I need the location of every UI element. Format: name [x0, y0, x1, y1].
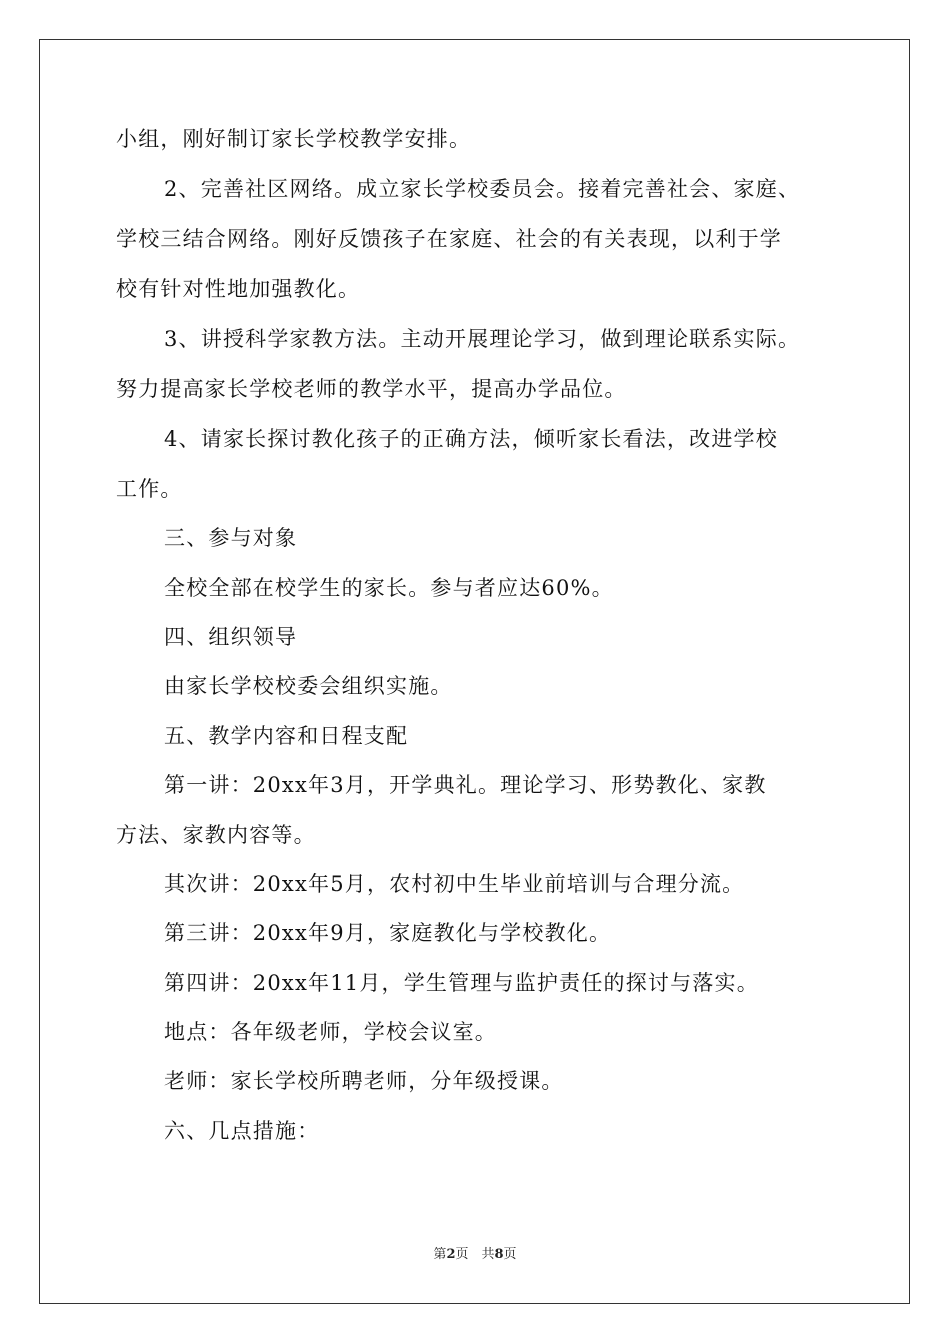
page-footer	[0, 1246, 950, 1264]
text-line: 方法、家教内容等。	[116, 823, 316, 847]
text-line: 工作。	[116, 477, 183, 501]
text-line: 小组，刚好制订家长学校教学安排。	[116, 127, 472, 151]
text-line: 努力提高家长学校老师的教学水平，提高办学品位。	[116, 377, 627, 401]
footer-suffix: 页	[503, 1247, 517, 1262]
text-line: 2、完善社区网络。成立家长学校委员会。接着完善社会、家庭、	[164, 177, 801, 201]
text-line: 3、讲授科学家教方法。主动开展理论学习，做到理论联系实际。	[164, 327, 801, 351]
text-line: 第四讲：20xx年11月，学生管理与监护责任的探讨与落实。	[164, 971, 759, 995]
text-line: 学校三结合网络。刚好反馈孩子在家庭、社会的有关表现，以利于学	[116, 227, 782, 251]
text-line: 全校全部在校学生的家长。参与者应达60%。	[164, 576, 614, 600]
section-heading: 四、组织领导	[164, 625, 298, 649]
text-line: 老师：家长学校所聘老师，分年级授课。	[164, 1069, 564, 1093]
section-heading: 六、几点措施：	[164, 1119, 320, 1143]
text-line: 其次讲：20xx年5月，农村初中生毕业前培训与合理分流。	[164, 872, 745, 896]
text-line: 第一讲：20xx年3月，开学典礼。理论学习、形势教化、家教	[164, 773, 767, 797]
text-line: 地点：各年级老师，学校会议室。	[164, 1020, 497, 1044]
page-number-current: 2	[446, 1247, 456, 1262]
text-line: 4、请家长探讨教化孩子的正确方法，倾听家长看法，改进学校	[164, 427, 778, 451]
footer-prefix: 第	[433, 1247, 447, 1262]
section-heading: 五、教学内容和日程支配	[164, 724, 409, 748]
text-line: 校有针对性地加强教化。	[116, 277, 361, 301]
page-number-total: 8	[494, 1247, 504, 1262]
footer-mid: 页 共	[455, 1247, 495, 1262]
section-heading: 三、参与对象	[164, 526, 298, 550]
text-line: 由家长学校校委会组织实施。	[164, 674, 453, 698]
text-line: 第三讲：20xx年9月，家庭教化与学校教化。	[164, 921, 612, 945]
